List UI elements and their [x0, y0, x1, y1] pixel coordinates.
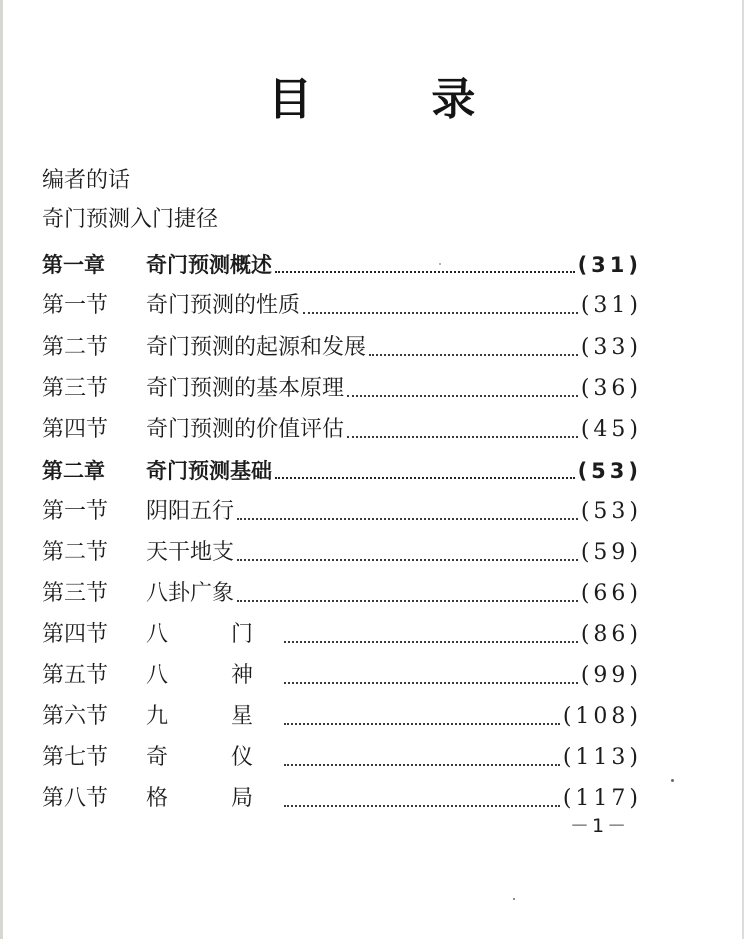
toc-entry-title: 八 神 [146, 663, 281, 688]
toc-chapter-entry [42, 246, 642, 280]
toc-entry-title: 八 门 [146, 622, 281, 647]
dot-leader [284, 723, 560, 725]
toc-entry-page: (53) [577, 459, 642, 483]
dot-leader [237, 600, 578, 602]
dot-leader [275, 477, 575, 479]
toc-entry-label: 第五节 [42, 663, 109, 688]
toc-entry-page: (99) [580, 663, 642, 688]
toc-entry-label: 第六节 [42, 704, 109, 729]
toc-section-entry [42, 493, 642, 527]
toc-entry-label: 第二章 [42, 459, 105, 483]
toc-entry-page: (31) [580, 293, 642, 318]
toc-entry-label: 第一节 [42, 499, 109, 524]
page-title: 目 录 [268, 74, 528, 125]
toc-entry-title: 奇门预测的起源和发展 [146, 335, 367, 360]
toc-entry-page: (36) [580, 376, 642, 401]
toc-entry-page: (59) [580, 540, 642, 565]
toc-entry-title: 奇门预测的性质 [146, 293, 301, 318]
toc-entry-page: (33) [580, 335, 642, 360]
toc-section-entry [42, 534, 642, 568]
scan-edge [0, 0, 3, 939]
page-number: －1－ [570, 815, 630, 837]
toc-entry-title: 奇门预测的基本原理 [146, 376, 345, 401]
scan-speck [439, 263, 441, 265]
preface-item: 编者的话 [42, 168, 131, 193]
toc-entry-page: (31) [577, 253, 642, 277]
toc-entry-page: (66) [580, 581, 642, 606]
dot-leader [347, 395, 578, 397]
dot-leader [237, 559, 578, 561]
toc-section-entry [42, 657, 642, 691]
toc-entry-title: 天干地支 [146, 540, 235, 565]
dot-leader [284, 764, 560, 766]
toc-entry-page: (108) [562, 704, 642, 729]
dot-leader [347, 436, 578, 438]
toc-section-entry [42, 370, 642, 404]
toc-entry-label: 第二节 [42, 335, 109, 360]
toc-section-entry [42, 739, 642, 773]
dot-leader [284, 805, 560, 807]
toc-entry-title: 奇门预测基础 [146, 459, 272, 483]
toc-entry-title: 奇 仪 [146, 745, 281, 770]
toc-entry-page: (53) [580, 499, 642, 524]
toc-entry-page: (45) [580, 417, 642, 442]
toc-entry-label: 第一章 [42, 253, 105, 277]
toc-section-entry [42, 698, 642, 732]
toc-entry-label: 第三节 [42, 376, 109, 401]
toc-section-entry [42, 329, 642, 363]
toc-entry-label: 第七节 [42, 745, 109, 770]
dot-leader [275, 271, 575, 273]
toc-entry-page: (86) [580, 622, 642, 647]
toc-entry-title: 奇门预测的价值评估 [146, 417, 345, 442]
toc-section-entry [42, 780, 642, 814]
dot-leader [237, 518, 578, 520]
dot-leader [369, 354, 578, 356]
toc-entry-title: 九 星 [146, 704, 281, 729]
toc-chapter-entry [42, 452, 642, 486]
dot-leader [284, 641, 578, 643]
toc-section-entry [42, 616, 642, 650]
toc-entry-title: 阴阳五行 [146, 499, 235, 524]
toc-entry-label: 第三节 [42, 581, 109, 606]
toc-entry-page: (117) [562, 786, 642, 811]
toc-entry-title: 奇门预测概述 [146, 253, 272, 277]
toc-entry-label: 第四节 [42, 417, 109, 442]
toc-entry-label: 第一节 [42, 293, 109, 318]
preface-item: 奇门预测入门捷径 [42, 207, 219, 232]
toc-entry-title: 八卦广象 [146, 581, 235, 606]
toc-entry-label: 第八节 [42, 786, 109, 811]
scan-speck [513, 898, 515, 900]
toc-entry-label: 第四节 [42, 622, 109, 647]
toc-entry-label: 第二节 [42, 540, 109, 565]
dot-leader [284, 682, 578, 684]
scan-speck [671, 779, 674, 782]
dot-leader [303, 312, 578, 314]
toc-section-entry [42, 411, 642, 445]
toc-entry-title: 格 局 [146, 786, 281, 811]
toc-section-entry [42, 287, 642, 321]
toc-entry-page: (113) [562, 745, 642, 770]
toc-section-entry [42, 575, 642, 609]
